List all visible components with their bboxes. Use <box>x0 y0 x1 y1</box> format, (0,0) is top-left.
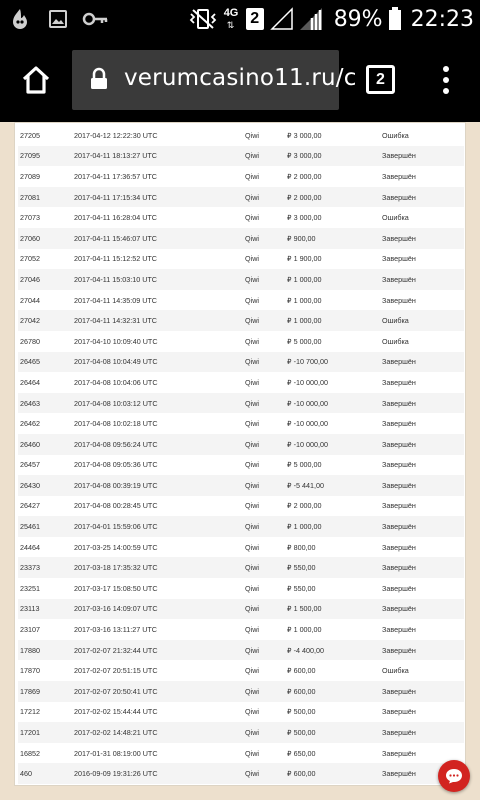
transaction-status: Завершён <box>382 769 416 779</box>
transaction-status: Завершён <box>382 357 416 367</box>
transaction-id: 27042 <box>20 316 40 326</box>
transaction-status: Завершён <box>382 563 416 573</box>
transaction-id: 23373 <box>20 563 40 573</box>
transaction-amount: ₽ 1 500,00 <box>287 604 322 614</box>
transaction-amount: ₽ -5 441,00 <box>287 480 324 490</box>
transactions-panel <box>14 122 466 786</box>
transaction-status: Завершён <box>382 274 416 284</box>
transaction-method: Qiwi <box>245 604 259 614</box>
transaction-method: Qiwi <box>245 686 259 696</box>
transaction-status: Ошибка <box>382 213 409 223</box>
transaction-id: 27052 <box>20 254 40 264</box>
status-bar <box>0 0 480 38</box>
transaction-amount: ₽ 2 000,00 <box>287 171 322 181</box>
table-row <box>18 249 464 270</box>
transaction-date: 2017-04-08 00:28:45 UTC <box>74 501 158 511</box>
transaction-date: 2017-02-02 14:48:21 UTC <box>74 728 158 738</box>
lock-icon <box>90 68 108 95</box>
transaction-date: 2017-02-07 20:50:41 UTC <box>74 686 158 696</box>
transaction-amount: ₽ -4 400,00 <box>287 645 324 655</box>
transaction-amount: ₽ 600,00 <box>287 769 316 779</box>
home-button[interactable] <box>14 60 58 100</box>
transaction-status: Ошибка <box>382 316 409 326</box>
transaction-date: 2017-04-08 10:02:18 UTC <box>74 419 158 429</box>
page-content <box>0 122 480 800</box>
transaction-date: 2017-03-16 13:11:27 UTC <box>74 625 157 635</box>
transaction-date: 2017-02-07 20:51:15 UTC <box>74 666 158 676</box>
transaction-amount: ₽ 650,00 <box>287 748 316 758</box>
transaction-amount: ₽ 900,00 <box>287 233 316 243</box>
transaction-id: 27060 <box>20 233 40 243</box>
sim-badge: 2 <box>246 8 264 30</box>
table-row <box>18 640 464 661</box>
transaction-date: 2017-04-08 10:03:12 UTC <box>74 398 158 408</box>
transaction-date: 2017-03-16 14:09:07 UTC <box>74 604 158 614</box>
transaction-amount: ₽ 3 000,00 <box>287 151 322 161</box>
table-row <box>18 372 464 393</box>
transaction-method: Qiwi <box>245 213 259 223</box>
transaction-id: 17869 <box>20 686 40 696</box>
transaction-id: 17201 <box>20 728 40 738</box>
transaction-id: 27044 <box>20 295 40 305</box>
transaction-amount: ₽ 1 000,00 <box>287 625 322 635</box>
table-row <box>18 722 464 743</box>
transaction-method: Qiwi <box>245 254 259 264</box>
transaction-method: Qiwi <box>245 233 259 243</box>
transaction-date: 2017-03-17 15:08:50 UTC <box>74 583 158 593</box>
transaction-method: Qiwi <box>245 666 259 676</box>
transaction-status: Завершён <box>382 707 416 717</box>
battery-icon <box>387 7 403 31</box>
transaction-status: Ошибка <box>382 336 409 346</box>
transaction-id: 27205 <box>20 130 40 140</box>
transaction-id: 26465 <box>20 357 40 367</box>
transaction-amount: ₽ 5 000,00 <box>287 460 322 470</box>
table-row <box>18 578 464 599</box>
battery-percent: 89% <box>333 6 383 32</box>
transaction-amount: ₽ 1 000,00 <box>287 316 322 326</box>
transaction-date: 2017-04-08 10:04:06 UTC <box>74 377 158 387</box>
transaction-status: Завершён <box>382 728 416 738</box>
table-row <box>18 743 464 764</box>
transaction-amount: ₽ 2 000,00 <box>287 501 322 511</box>
transaction-status: Завершён <box>382 151 416 161</box>
transaction-amount: ₽ 5 000,00 <box>287 336 322 346</box>
transaction-status: Завершён <box>382 583 416 593</box>
table-row <box>18 146 464 167</box>
transaction-status: Завершён <box>382 439 416 449</box>
table-row <box>18 537 464 558</box>
transactions-table <box>18 125 464 784</box>
table-row <box>18 599 464 620</box>
transaction-id: 24464 <box>20 542 40 552</box>
transaction-amount: ₽ -10 000,00 <box>287 419 328 429</box>
transaction-date: 2017-03-25 14:00:59 UTC <box>74 542 158 552</box>
table-row <box>18 331 464 352</box>
transaction-date: 2017-01-31 08:19:00 UTC <box>74 748 158 758</box>
transaction-date: 2017-04-11 18:13:27 UTC <box>74 151 157 161</box>
table-row <box>18 455 464 476</box>
transaction-id: 25461 <box>20 522 40 532</box>
transaction-date: 2017-04-01 15:59:06 UTC <box>74 522 158 532</box>
transaction-status: Ошибка <box>382 666 409 676</box>
transaction-amount: ₽ 3 000,00 <box>287 213 322 223</box>
table-row <box>18 763 464 784</box>
image-icon <box>46 7 70 31</box>
transaction-method: Qiwi <box>245 625 259 635</box>
transaction-date: 2017-04-12 12:22:30 UTC <box>74 130 158 140</box>
table-row <box>18 619 464 640</box>
transaction-method: Qiwi <box>245 357 259 367</box>
table-row <box>18 125 464 146</box>
transaction-id: 27089 <box>20 171 40 181</box>
transaction-date: 2017-04-11 15:46:07 UTC <box>74 233 157 243</box>
transaction-amount: ₽ -10 000,00 <box>287 377 328 387</box>
transaction-amount: ₽ 600,00 <box>287 666 316 676</box>
transaction-amount: ₽ 550,00 <box>287 583 316 593</box>
vibrate-icon <box>188 7 218 31</box>
transaction-id: 27046 <box>20 274 40 284</box>
fire-icon <box>8 7 32 31</box>
transaction-status: Завершён <box>382 625 416 635</box>
transaction-id: 17212 <box>20 707 40 717</box>
transaction-status: Завершён <box>382 748 416 758</box>
table-row <box>18 681 464 702</box>
transaction-date: 2017-04-11 15:12:52 UTC <box>74 254 157 264</box>
transaction-date: 2017-04-11 15:03:10 UTC <box>74 274 157 284</box>
transaction-date: 2017-04-10 10:09:40 UTC <box>74 336 158 346</box>
transaction-method: Qiwi <box>245 130 259 140</box>
transaction-amount: ₽ 500,00 <box>287 707 316 717</box>
chat-button[interactable] <box>438 760 470 792</box>
transaction-method: Qiwi <box>245 645 259 655</box>
table-row <box>18 516 464 537</box>
transaction-amount: ₽ 1 000,00 <box>287 522 322 532</box>
transaction-date: 2017-03-18 17:35:32 UTC <box>74 563 158 573</box>
transaction-id: 26463 <box>20 398 40 408</box>
more-vert-icon[interactable] <box>436 62 456 98</box>
transaction-method: Qiwi <box>245 192 259 202</box>
table-row <box>18 207 464 228</box>
transaction-method: Qiwi <box>245 728 259 738</box>
table-row <box>18 660 464 681</box>
table-row <box>18 393 464 414</box>
transaction-id: 27081 <box>20 192 40 202</box>
transaction-status: Завершён <box>382 192 416 202</box>
transaction-method: Qiwi <box>245 377 259 387</box>
table-row <box>18 557 464 578</box>
table-row <box>18 702 464 723</box>
transaction-status: Ошибка <box>382 130 409 140</box>
transaction-date: 2017-04-11 17:36:57 UTC <box>74 171 157 181</box>
browser-toolbar <box>0 38 480 122</box>
table-row <box>18 166 464 187</box>
table-row <box>18 475 464 496</box>
transaction-method: Qiwi <box>245 295 259 305</box>
transaction-status: Завершён <box>382 645 416 655</box>
transaction-method: Qiwi <box>245 439 259 449</box>
signal-icon <box>296 7 326 31</box>
transaction-method: Qiwi <box>245 274 259 284</box>
table-row <box>18 496 464 517</box>
transaction-id: 26462 <box>20 419 40 429</box>
transaction-amount: ₽ 800,00 <box>287 542 316 552</box>
clock: 22:23 <box>410 6 474 32</box>
transaction-amount: ₽ 2 000,00 <box>287 192 322 202</box>
transaction-method: Qiwi <box>245 171 259 181</box>
transaction-date: 2017-04-11 14:32:31 UTC <box>74 316 157 326</box>
transaction-id: 26427 <box>20 501 40 511</box>
transaction-id: 26780 <box>20 336 40 346</box>
table-row <box>18 310 464 331</box>
transaction-status: Завершён <box>382 542 416 552</box>
signal-icon <box>268 7 296 31</box>
tab-count: 2 <box>376 70 385 88</box>
transaction-id: 23251 <box>20 583 40 593</box>
transaction-date: 2017-04-08 09:56:24 UTC <box>74 439 158 449</box>
transaction-amount: ₽ 1 000,00 <box>287 274 322 284</box>
transaction-method: Qiwi <box>245 501 259 511</box>
transaction-amount: ₽ 3 000,00 <box>287 130 322 140</box>
transaction-status: Завершён <box>382 419 416 429</box>
table-row <box>18 290 464 311</box>
table-row <box>18 228 464 249</box>
transaction-status: Завершён <box>382 604 416 614</box>
transaction-status: Завершён <box>382 501 416 511</box>
transaction-id: 26457 <box>20 460 40 470</box>
transaction-id: 27095 <box>20 151 40 161</box>
transaction-amount: ₽ 600,00 <box>287 686 316 696</box>
transaction-amount: ₽ 550,00 <box>287 563 316 573</box>
chat-bubble-icon <box>445 768 463 784</box>
transaction-method: Qiwi <box>245 522 259 532</box>
address-bar[interactable] <box>72 50 357 110</box>
transaction-amount: ₽ -10 000,00 <box>287 439 328 449</box>
network-indicator: 4G ⇅ <box>223 7 239 30</box>
transaction-id: 460 <box>20 769 32 779</box>
key-icon <box>84 7 108 31</box>
transaction-method: Qiwi <box>245 336 259 346</box>
transaction-status: Завершён <box>382 522 416 532</box>
transaction-date: 2017-02-07 21:32:44 UTC <box>74 645 158 655</box>
transaction-method: Qiwi <box>245 563 259 573</box>
transaction-status: Завершён <box>382 480 416 490</box>
transaction-method: Qiwi <box>245 151 259 161</box>
transaction-method: Qiwi <box>245 707 259 717</box>
table-row <box>18 413 464 434</box>
url-text: verumcasino11.ru/c <box>124 65 357 91</box>
transaction-method: Qiwi <box>245 460 259 470</box>
transaction-amount: ₽ 1 900,00 <box>287 254 322 264</box>
transaction-status: Завершён <box>382 377 416 387</box>
transaction-amount: ₽ 1 000,00 <box>287 295 322 305</box>
transaction-id: 17870 <box>20 666 40 676</box>
transaction-status: Завершён <box>382 254 416 264</box>
transaction-method: Qiwi <box>245 419 259 429</box>
transaction-date: 2017-02-02 15:44:44 UTC <box>74 707 158 717</box>
home-icon <box>21 65 51 95</box>
transaction-status: Завершён <box>382 233 416 243</box>
transaction-method: Qiwi <box>245 480 259 490</box>
transaction-status: Завершён <box>382 686 416 696</box>
transaction-method: Qiwi <box>245 583 259 593</box>
transaction-status: Завершён <box>382 171 416 181</box>
network-type: 4G <box>223 7 239 19</box>
transaction-amount: ₽ -10 700,00 <box>287 357 328 367</box>
tab-switcher-button[interactable] <box>366 65 395 94</box>
transaction-id: 26430 <box>20 480 40 490</box>
transaction-method: Qiwi <box>245 398 259 408</box>
transaction-date: 2016-09-09 19:31:26 UTC <box>74 769 158 779</box>
table-row <box>18 187 464 208</box>
transaction-date: 2017-04-08 10:04:49 UTC <box>74 357 158 367</box>
transaction-date: 2017-04-11 16:28:04 UTC <box>74 213 157 223</box>
transaction-id: 23107 <box>20 625 40 635</box>
transaction-amount: ₽ 500,00 <box>287 728 316 738</box>
transaction-date: 2017-04-08 00:39:19 UTC <box>74 480 158 490</box>
transaction-status: Завершён <box>382 460 416 470</box>
transaction-id: 23113 <box>20 604 40 614</box>
transaction-id: 17880 <box>20 645 40 655</box>
table-row <box>18 269 464 290</box>
transaction-date: 2017-04-11 17:15:34 UTC <box>74 192 157 202</box>
transaction-date: 2017-04-08 09:05:36 UTC <box>74 460 158 470</box>
transaction-id: 16852 <box>20 748 40 758</box>
transaction-status: Завершён <box>382 295 416 305</box>
transaction-id: 26464 <box>20 377 40 387</box>
transaction-status: Завершён <box>382 398 416 408</box>
transaction-method: Qiwi <box>245 316 259 326</box>
transaction-id: 26460 <box>20 439 40 449</box>
table-row <box>18 352 464 373</box>
transaction-method: Qiwi <box>245 769 259 779</box>
transaction-date: 2017-04-11 14:35:09 UTC <box>74 295 157 305</box>
transaction-amount: ₽ -10 000,00 <box>287 398 328 408</box>
table-row <box>18 434 464 455</box>
transaction-id: 27073 <box>20 213 40 223</box>
transaction-method: Qiwi <box>245 542 259 552</box>
transaction-method: Qiwi <box>245 748 259 758</box>
